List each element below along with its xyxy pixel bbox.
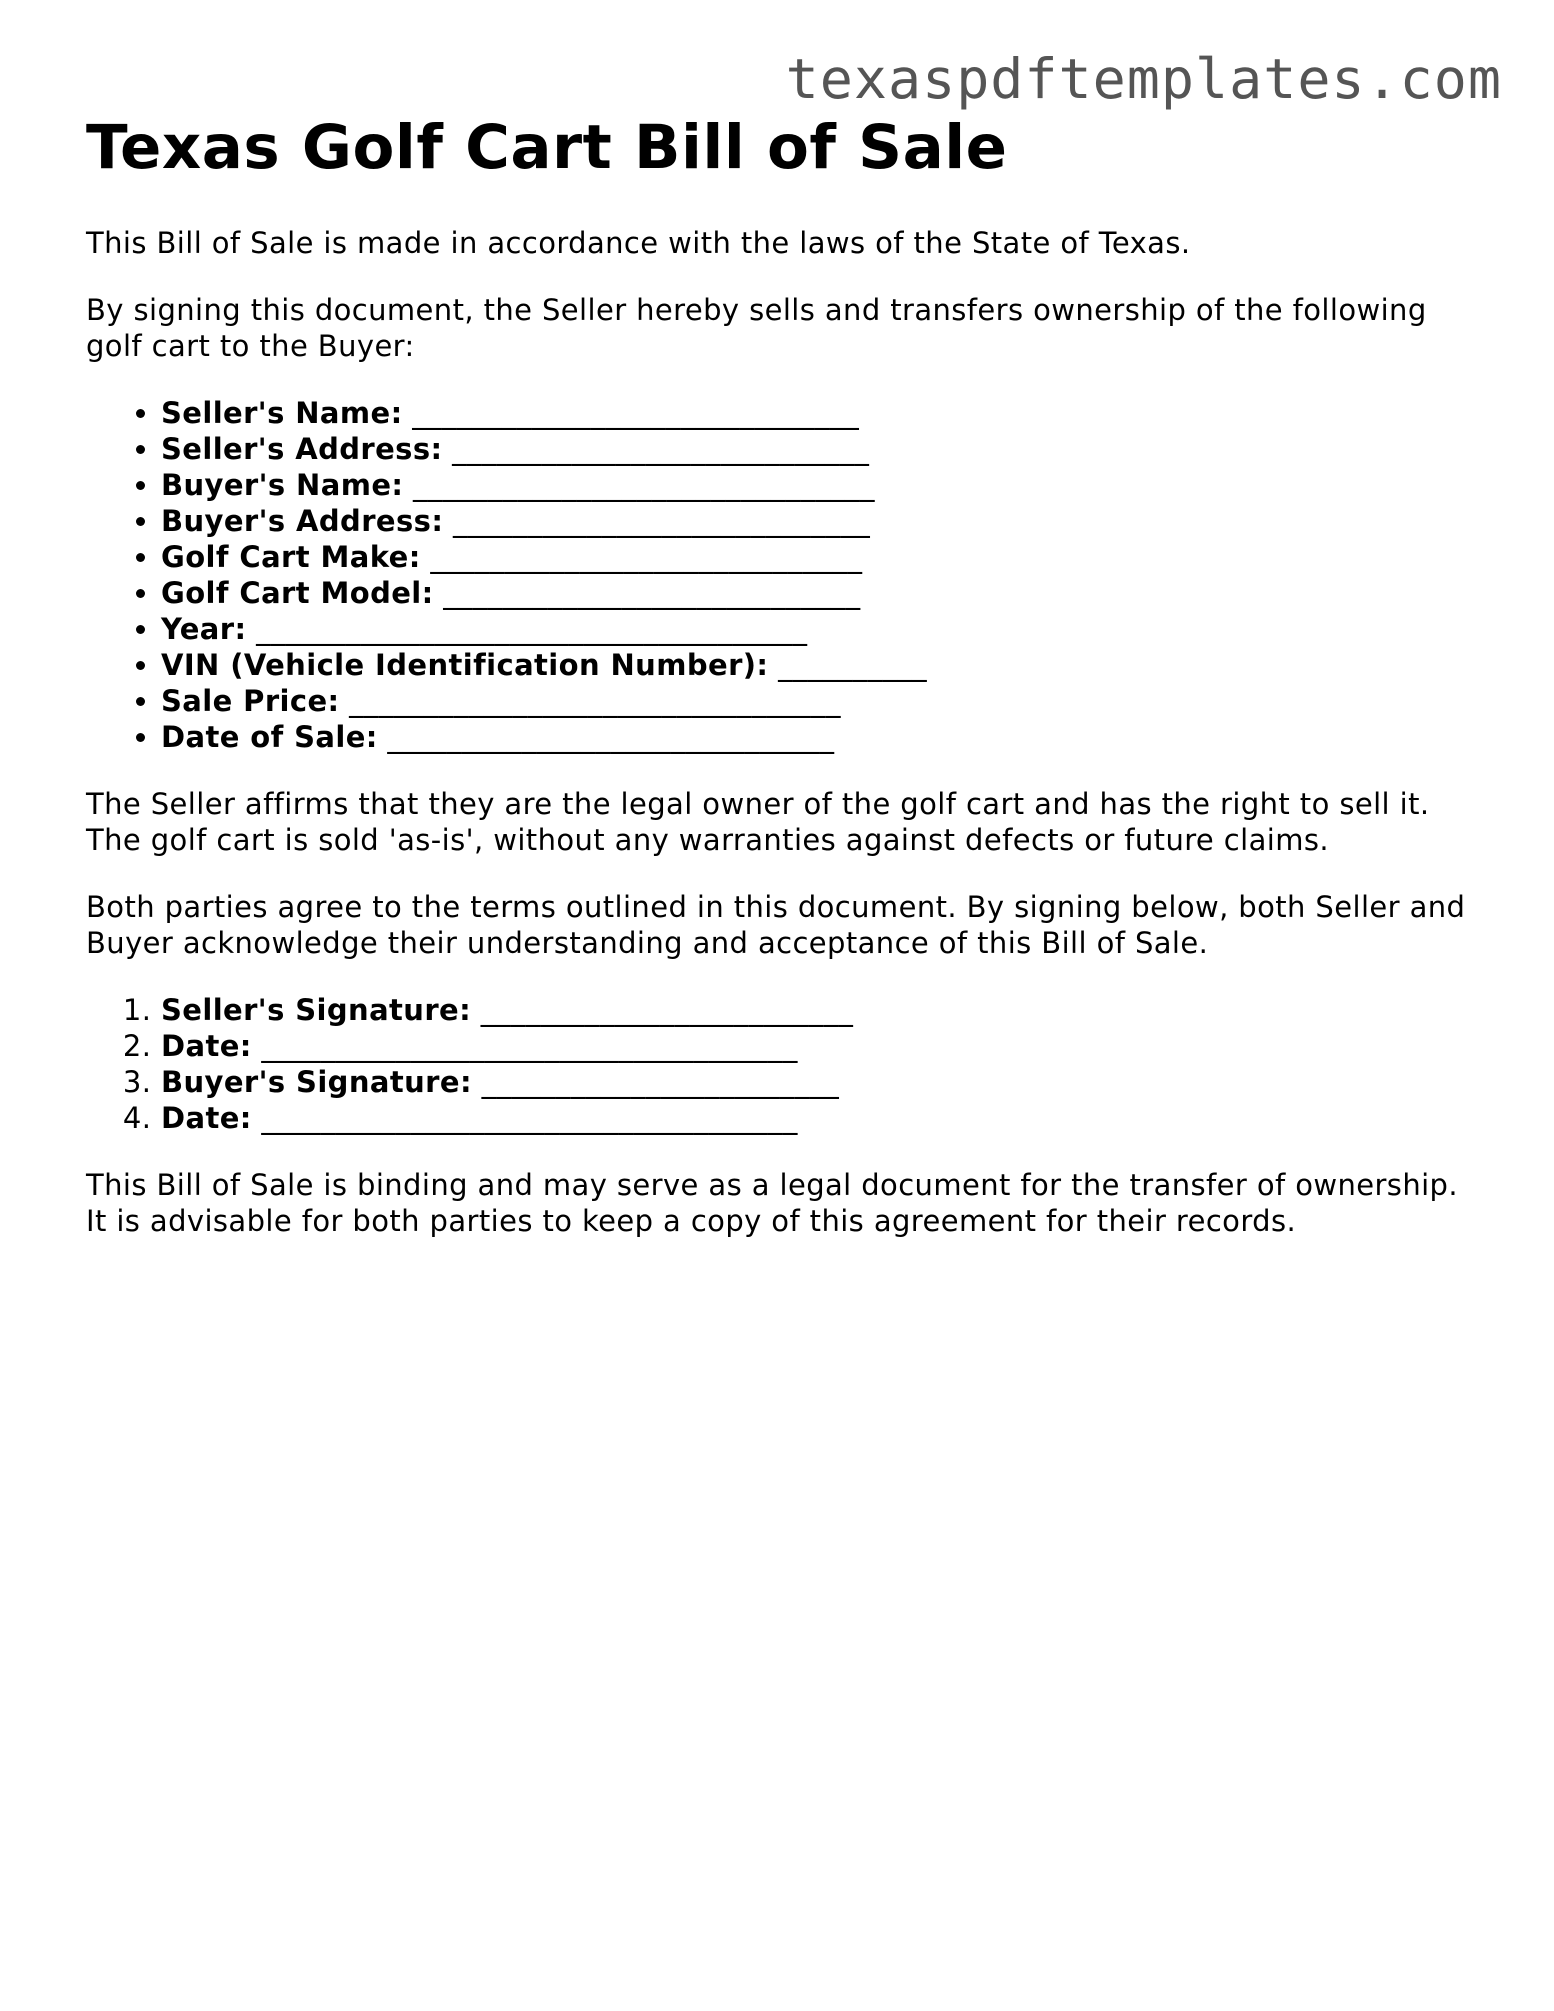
signature-label: Buyer's Signature: <box>161 1065 472 1099</box>
field-sellers-name <box>161 395 1466 431</box>
field-label: VIN (Vehicle Identification Number): <box>161 648 769 682</box>
field-date-of-sale <box>161 719 1466 755</box>
field-buyers-name <box>161 467 1466 503</box>
field-label: Sale Price: <box>161 684 340 718</box>
field-vin <box>161 647 1466 683</box>
transfer-paragraph: By signing this document, the Seller hereby sells and transfers ownership of the following golf cart to the Buyer: <box>86 293 1427 363</box>
field-buyers-address <box>161 503 1466 539</box>
field-label: Seller's Address: <box>161 432 443 466</box>
watermark-text: texaspdftemplates.com <box>785 47 1502 111</box>
field-blank[interactable]: _____________________________________ <box>256 612 808 646</box>
field-blank[interactable]: ____________________________ <box>443 576 861 610</box>
field-blank[interactable]: ____________________________ <box>452 432 870 466</box>
field-blank[interactable]: ______________________________ <box>412 396 860 430</box>
field-blank[interactable]: __________ <box>778 648 928 682</box>
intro-paragraph: This Bill of Sale is made in accordance with the laws of the State of Texas. <box>86 226 1191 260</box>
sale-details-list <box>86 395 1466 755</box>
field-label: Seller's Name: <box>161 396 403 430</box>
signature-blank[interactable]: ____________________________________ <box>261 1029 798 1063</box>
signature-seller <box>161 992 1466 1028</box>
signature-buyer <box>161 1064 1466 1100</box>
signature-list <box>86 992 1466 1136</box>
field-blank[interactable]: _________________________________ <box>349 684 841 718</box>
field-label: Golf Cart Make: <box>161 540 421 574</box>
agreement-paragraph: Both parties agree to the terms outlined in this document. By signing below, both Seller and Buyer acknowledge their understanding and acceptance of this Bill of Sale. <box>86 890 1466 960</box>
field-blank[interactable]: _______________________________ <box>413 468 875 502</box>
field-label: Golf Cart Model: <box>161 576 434 610</box>
document-title: Texas Golf Cart Bill of Sale <box>86 112 1008 183</box>
closing-paragraph: This Bill of Sale is binding and may serve as a legal document for the transfer of ownership. It is advisable for both parties to keep a copy of this agreement for their records. <box>86 1168 1458 1238</box>
field-label: Date of Sale: <box>161 720 378 754</box>
signature-label: Date: <box>161 1029 252 1063</box>
field-sale-price <box>161 683 1466 719</box>
signature-label: Seller's Signature: <box>161 993 472 1027</box>
field-blank[interactable]: ____________________________ <box>452 504 871 538</box>
signature-label: Date: <box>161 1101 252 1135</box>
field-year <box>161 611 1466 647</box>
field-label: Buyer's Address: <box>161 504 444 538</box>
field-golf-cart-make <box>161 539 1466 575</box>
signature-blank[interactable]: ________________________ <box>481 1065 840 1099</box>
field-label: Buyer's Name: <box>161 468 404 502</box>
signature-blank[interactable]: _________________________ <box>480 993 854 1027</box>
field-sellers-address <box>161 431 1466 467</box>
signature-buyer-date <box>161 1100 1466 1136</box>
signature-seller-date <box>161 1028 1466 1064</box>
field-label: Year: <box>161 612 247 646</box>
affirmation-paragraph: The Seller affirms that they are the legal owner of the golf cart and has the right to sell it. The golf cart is sold 'as-is', without any warranties against defects or future claims. <box>86 787 1430 857</box>
signature-blank[interactable]: ____________________________________ <box>261 1101 798 1135</box>
document-page <box>86 108 1466 1239</box>
field-golf-cart-model <box>161 575 1466 611</box>
field-blank[interactable]: ______________________________ <box>387 720 835 754</box>
field-blank[interactable]: _____________________________ <box>430 540 863 574</box>
